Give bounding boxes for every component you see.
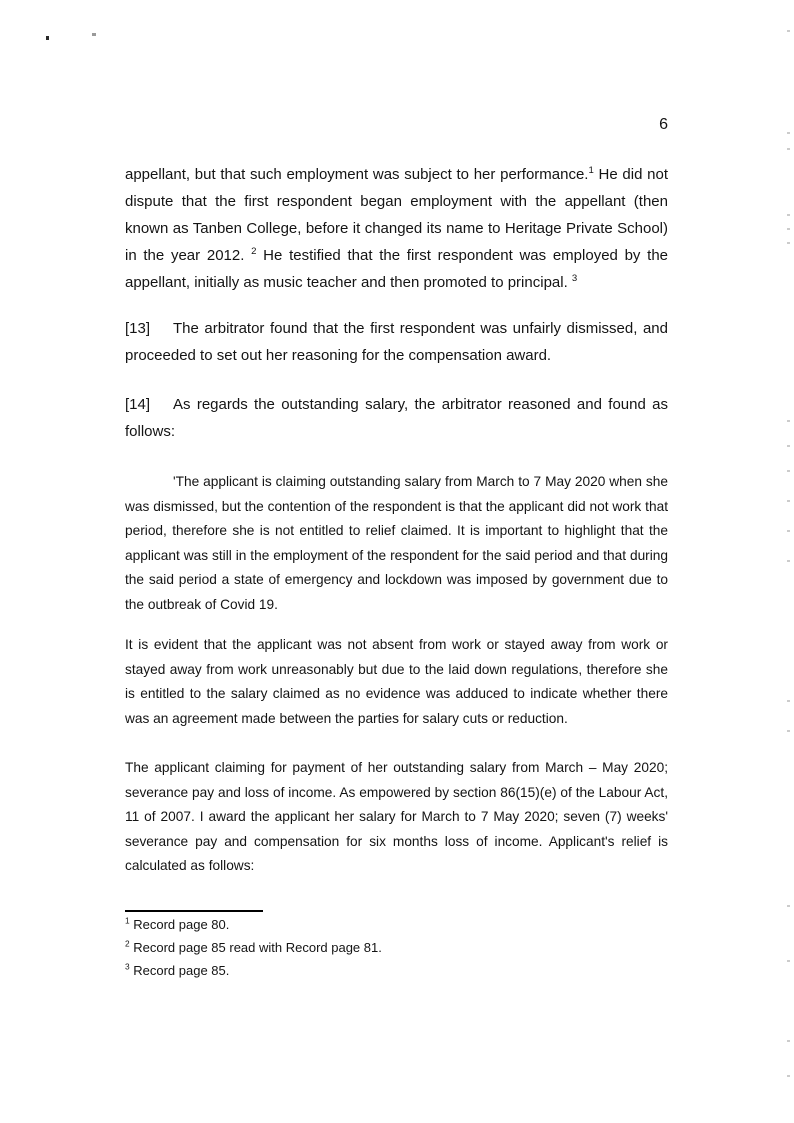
- footnote-3: [125, 959, 668, 982]
- paragraph-number: [13]: [125, 320, 151, 337]
- paragraph-13: [125, 315, 668, 369]
- quoted-award-paragraph-1: 'The applicant is claiming outstanding salary from March to 7 May 2020 when she was dismissed, but the contention of the respondent is that the applicant did not work that period, therefore she is not entitled to relief claimed. It is important to highlight that the applicant was still in the employment of the respondent for the said period and that during the said period a state of emergency and lockdown was imposed by government due to the outbreak of Covid 19.: [125, 474, 668, 612]
- footnote-separator-rule: [125, 910, 263, 912]
- footnote-ref-3: 3: [571, 273, 578, 284]
- paragraph-text: As regards the outstanding salary, the arbitrator reasoned and found as follows:: [125, 396, 668, 440]
- footnote-marker: 2: [125, 938, 130, 949]
- footnote-text: Record page 80.: [129, 917, 230, 932]
- paragraph-text: appellant, but that such employment was subject to her performance.: [125, 166, 589, 183]
- paragraph-intro: [125, 161, 668, 296]
- paragraph-number: [14]: [125, 396, 151, 413]
- scan-artifact-speck: [46, 36, 49, 40]
- paragraph-text: The arbitrator found that the first respondent was unfairly dismissed, and proceeded to set out her reasoning for the compensation award.: [125, 320, 668, 364]
- paragraph-text: He did not dispute that the first respondent began employment with the appellant (then known as Tanben College, before it changed its name to Heritage Private School) in the year 2012.: [125, 166, 669, 264]
- quoted-award-paragraph-2: It is evident that the applicant was not absent from work or stayed away from work or stayed away from work unreasonably but due to the laid down regulations, therefore she is entitled to the salary claimed as no evidence was adduced to indicate whether there was an agreement made between the parties for salary cuts or reduction.: [125, 637, 668, 726]
- quoted-award-paragraph-3: The applicant claiming for payment of her outstanding salary from March – May 2020; severance pay and loss of income. As empowered by section 86(15)(e) of the Labour Act, 11 of 2007. I award the applicant her salary for March to 7 May 2020; seven (7) weeks' severance pay and compensation for six months loss of income. Applicant's relief is calculated as follows:: [125, 760, 668, 873]
- scan-artifact-speck: [92, 33, 96, 36]
- page-number: 6: [659, 116, 668, 133]
- footnotes: [125, 913, 668, 982]
- footnote-marker: 3: [125, 961, 130, 972]
- footnote-text: Record page 85.: [129, 963, 230, 978]
- paragraph-14: [125, 391, 668, 445]
- paragraph-text: He testified that the first respondent was employed by the appellant, initially as music teacher and then promoted to principal.: [125, 247, 669, 291]
- footnote-2: [125, 936, 668, 959]
- footnote-ref-2: 2: [251, 246, 257, 257]
- footnote-marker: 1: [125, 915, 130, 926]
- footnote-1: [125, 913, 668, 936]
- footnote-ref-1: 1: [588, 165, 594, 176]
- footnote-text: Record page 85 read with Record page 81.: [129, 940, 382, 955]
